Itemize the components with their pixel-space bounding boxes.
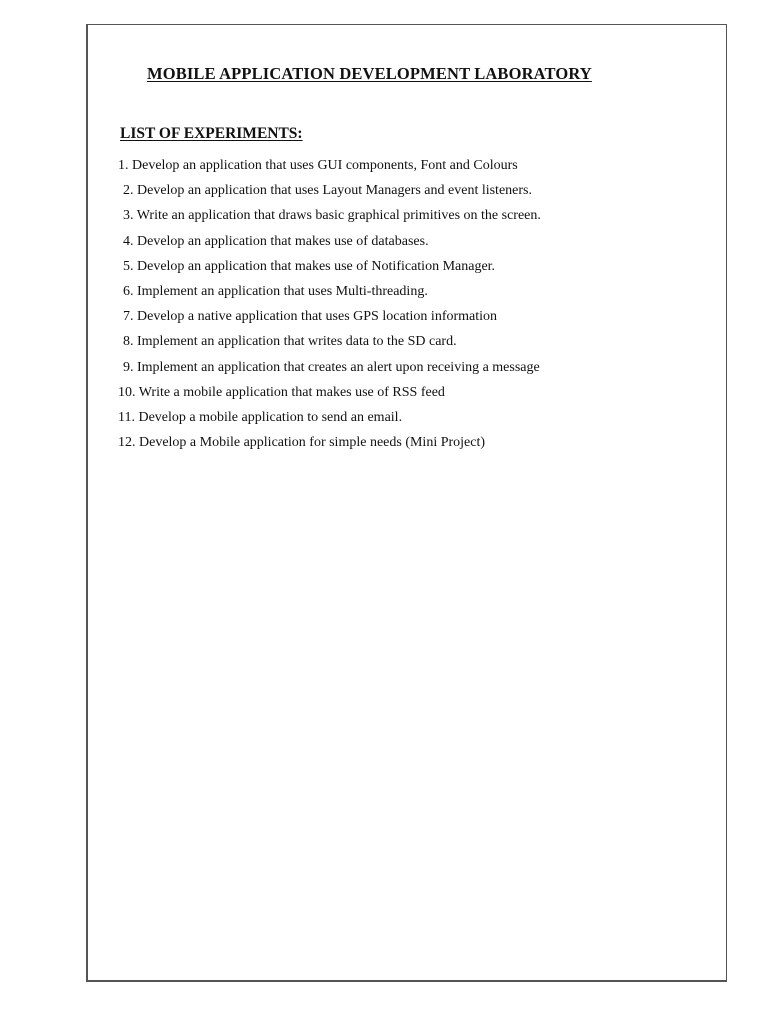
list-item: 11. Develop a mobile application to send an email.	[118, 409, 403, 425]
list-item: 10. Write a mobile application that makes use of RSS feed	[118, 384, 445, 400]
page-title: MOBILE APPLICATION DEVELOPMENT LABORATORY	[147, 64, 592, 83]
list-item: 9. Implement an application that creates an alert upon receiving a message	[123, 359, 540, 375]
list-item: 12. Develop a Mobile application for simple needs (Mini Project)	[118, 435, 486, 451]
list-item: 6. Implement an application that uses Multi-threading.	[123, 283, 428, 299]
experiment-list	[118, 156, 541, 458]
list-item: 8. Implement an application that writes data to the SD card.	[123, 334, 457, 350]
list-item: 3. Write an application that draws basic graphical primitives on the screen.	[123, 208, 541, 224]
list-item: 1. Develop an application that uses GUI components, Font and Colours	[118, 158, 518, 173]
section-heading: LIST OF EXPERIMENTS:	[120, 125, 303, 142]
list-item: 7. Develop a native application that uses GPS location information	[123, 309, 498, 325]
list-item: 5. Develop an application that makes use of Notification Manager.	[123, 258, 496, 274]
list-item: 2. Develop an application that uses Layout Managers and event listeners.	[123, 183, 532, 199]
list-item: 4. Develop an application that makes use of databases.	[123, 233, 429, 249]
